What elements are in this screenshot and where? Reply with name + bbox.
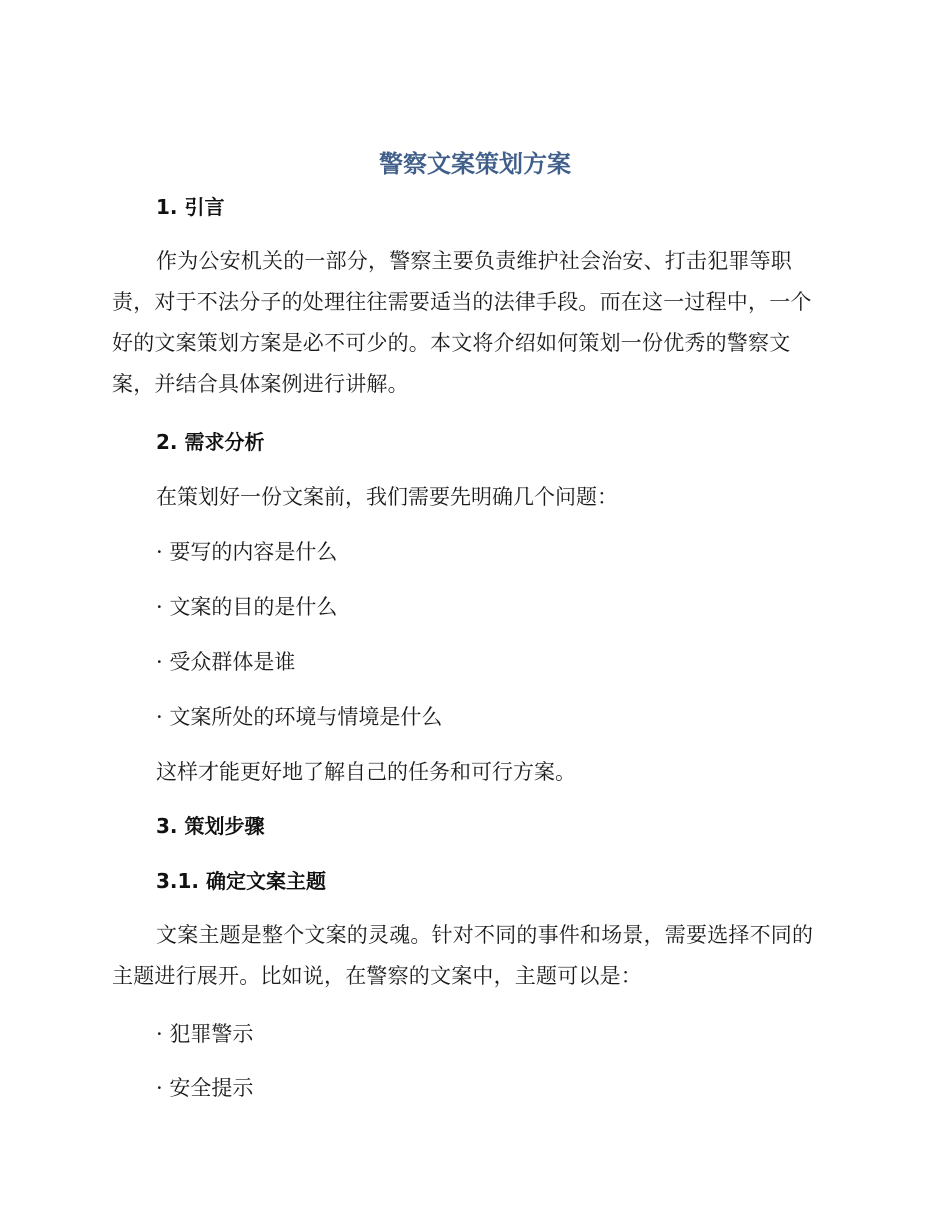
document-title: 警察文案策划方案	[379, 150, 571, 178]
heading-needs-analysis: 2. 需求分析	[156, 430, 265, 454]
theme-bullet-item: · 犯罪警示	[156, 1022, 254, 1046]
intro-paragraph: 作为公安机关的一部分，警察主要负责维护社会治安、打击犯罪等职责，对于不法分子的处理往往需要适当的法律手段。而在这一过程中，一个好的文案策划方案是必不可少的。本文将介绍如何策划一份优秀的警察文案，并结合具体案例进行讲解。	[112, 249, 812, 396]
theme-bullet-item: · 安全提示	[156, 1076, 254, 1100]
heading-planning-steps: 3. 策划步骤	[156, 814, 265, 838]
needs-bullet-item: · 要写的内容是什么	[156, 540, 338, 564]
needs-bullet-item: · 文案所处的环境与情境是什么	[156, 705, 443, 729]
needs-bullet-item: · 受众群体是谁	[156, 650, 296, 674]
heading-define-theme: 3.1. 确定文案主题	[156, 869, 326, 893]
needs-bullet-item: · 文案的目的是什么	[156, 595, 338, 619]
needs-closing-text: 这样才能更好地了解自己的任务和可行方案。	[156, 760, 576, 784]
heading-intro: 1. 引言	[156, 195, 225, 219]
needs-lead-text: 在策划好一份文案前，我们需要先明确几个问题：	[156, 485, 618, 509]
define-theme-paragraph: 文案主题是整个文案的灵魂。针对不同的事件和场景，需要选择不同的主题进行展开。比如说，在警察的文案中，主题可以是：	[112, 923, 814, 988]
